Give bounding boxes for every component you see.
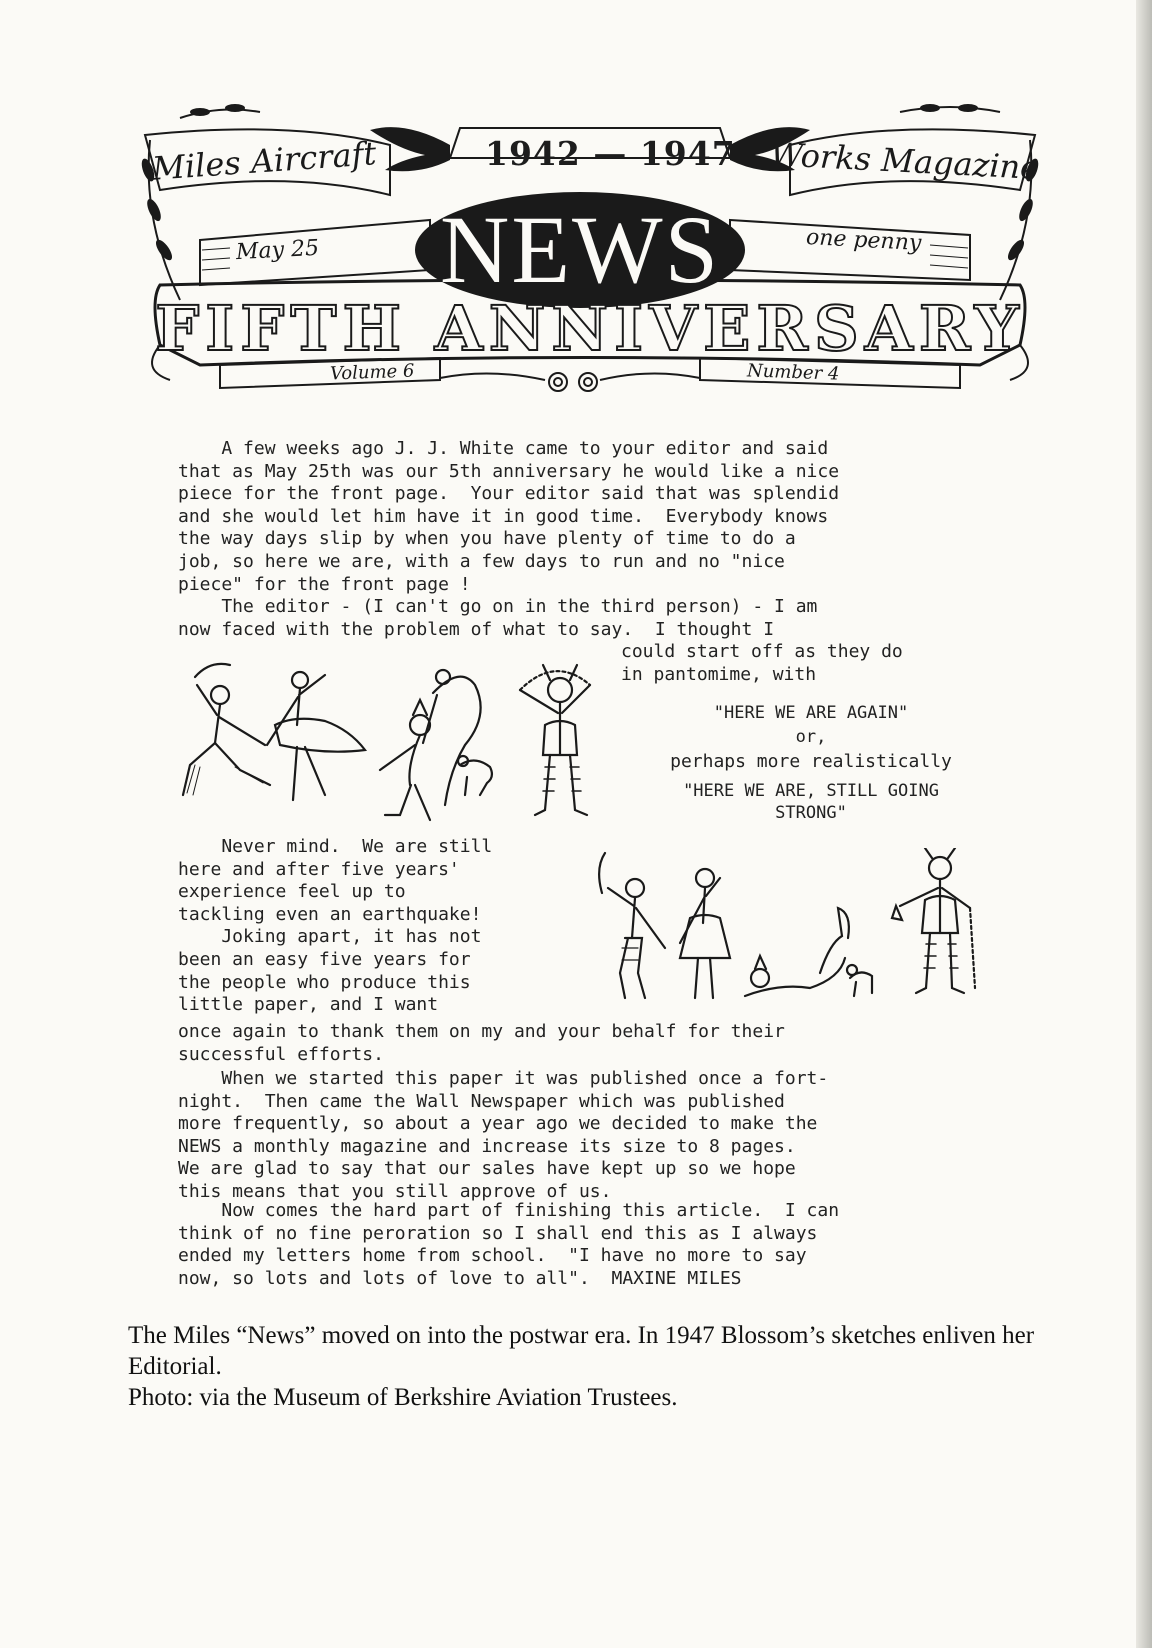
article-paragraph-3: Never mind. We are still here and after five years' experience feel up to tackling even an earthquake! Joking apart, it has not been an easy five years for the people who produce this little paper, and I want bbox=[178, 836, 493, 1016]
masthead-number: Number 4 bbox=[746, 360, 840, 385]
masthead-date: May 25 bbox=[235, 235, 320, 266]
quote-still-going-strong: "HERE WE ARE, STILL GOING STRONG" bbox=[683, 781, 939, 823]
page-edge-shadow bbox=[1136, 0, 1152, 1648]
article-paragraph-1: A few weeks ago J. J. White came to your editor and said that as May 25th was our 5th anniversary he would like a nice piece for the front page. Your editor said that was splendid and she would let him have it in good time. Everybody knows the way days slip by when you have plenty of time to do a job, so here we are, with a few days to run and no "nice piece" for the front page ! bbox=[178, 438, 840, 595]
article-paragraph-2: The editor - (I can't go on in the third person) - I am now faced with the problem of what to say. I thought I bbox=[178, 596, 818, 640]
caption-line-2: Photo: via the Museum of Berkshire Aviation Trustees. bbox=[128, 1384, 678, 1411]
quote-realistically: perhaps more realistically bbox=[670, 751, 952, 772]
article-paragraph-6: Now comes the hard part of finishing this article. I can think of no fine peroration so I shall end this as I always ended my letters home from school. "I have no more to say now, so lots and lots of love to all". MAXINE MILES bbox=[178, 1200, 840, 1289]
masthead-volume: Volume 6 bbox=[329, 360, 415, 385]
masthead-left-label: Miles Aircraft bbox=[150, 134, 378, 188]
article-paragraph-4: once again to thank them on my and your behalf for their successful efforts. bbox=[178, 1021, 785, 1065]
masthead-right-label: Works Magazine bbox=[769, 134, 1041, 188]
masthead-years: 1942 — 1947 bbox=[485, 134, 736, 173]
caption bbox=[128, 1320, 1088, 1413]
article-paragraph-5: When we started this paper it was published once a fort- night. Then came the Wall Newspaper which was published more frequently, so about a year ago we decided to make the NEWS a monthly magazine and increase its size to 8 pages. We are glad to say that our sales have kept up so we hope this means that you still approve of us. bbox=[178, 1068, 829, 1202]
caption-line-1: The Miles “News” moved on into the postwar era. In 1947 Blossom’s sketches enliven her Editorial. bbox=[128, 1322, 1035, 1380]
masthead bbox=[140, 100, 1040, 410]
masthead-headline: FIFTH ANNIVERSARY bbox=[155, 292, 1025, 365]
pantomime-sketch-dancers bbox=[175, 655, 605, 825]
quote-here-we-are-again: "HERE WE ARE AGAIN" bbox=[713, 703, 909, 723]
masthead-price: one penny bbox=[805, 225, 922, 256]
article-pantomime-text: could start off as they do in pantomime, with bbox=[621, 641, 903, 685]
quote-or: or, bbox=[795, 727, 827, 747]
masthead-title: NEWS bbox=[440, 196, 720, 303]
pantomime-sketch-resting bbox=[580, 848, 1000, 1008]
